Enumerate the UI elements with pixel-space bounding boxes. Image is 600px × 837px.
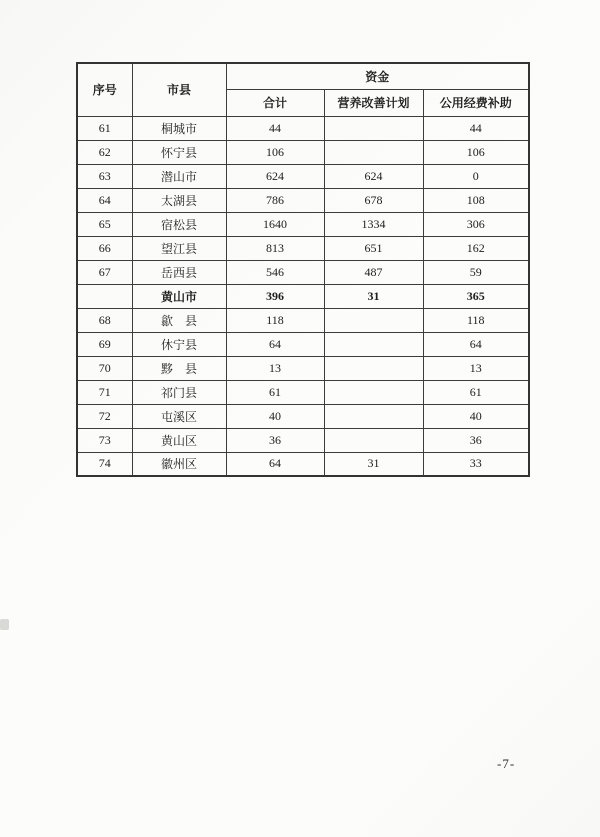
table-row xyxy=(77,404,529,428)
cell-serial: 62 xyxy=(77,140,132,164)
cell-city: 望江县 xyxy=(132,236,226,260)
cell-nutrition xyxy=(324,140,423,164)
cell-nutrition xyxy=(324,380,423,404)
table-row xyxy=(77,284,529,308)
cell-serial: 63 xyxy=(77,164,132,188)
cell-public: 162 xyxy=(423,236,529,260)
cell-nutrition: 31 xyxy=(324,284,423,308)
cell-serial: 71 xyxy=(77,380,132,404)
table-row xyxy=(77,308,529,332)
cell-public: 108 xyxy=(423,188,529,212)
cell-public: 306 xyxy=(423,212,529,236)
cell-serial: 70 xyxy=(77,356,132,380)
funding-table-body xyxy=(77,116,529,476)
cell-serial: 74 xyxy=(77,452,132,476)
cell-total: 64 xyxy=(226,452,324,476)
cell-total: 118 xyxy=(226,308,324,332)
table-row xyxy=(77,356,529,380)
cell-nutrition: 487 xyxy=(324,260,423,284)
table-row xyxy=(77,236,529,260)
cell-public: 0 xyxy=(423,164,529,188)
table-row xyxy=(77,140,529,164)
cell-public: 118 xyxy=(423,308,529,332)
table-row xyxy=(77,332,529,356)
cell-total: 36 xyxy=(226,428,324,452)
funding-table-header xyxy=(77,63,529,116)
cell-city: 黟 县 xyxy=(132,356,226,380)
table-row xyxy=(77,452,529,476)
cell-total: 44 xyxy=(226,116,324,140)
cell-city: 黄山市 xyxy=(132,284,226,308)
header-total: 合计 xyxy=(226,89,324,116)
cell-serial: 72 xyxy=(77,404,132,428)
cell-total: 813 xyxy=(226,236,324,260)
cell-city: 祁门县 xyxy=(132,380,226,404)
cell-serial: 61 xyxy=(77,116,132,140)
funding-table xyxy=(76,62,530,477)
cell-public: 61 xyxy=(423,380,529,404)
cell-total: 624 xyxy=(226,164,324,188)
cell-public: 106 xyxy=(423,140,529,164)
cell-nutrition xyxy=(324,116,423,140)
cell-serial: 65 xyxy=(77,212,132,236)
cell-city: 桐城市 xyxy=(132,116,226,140)
cell-total: 786 xyxy=(226,188,324,212)
header-serial: 序号 xyxy=(77,63,132,116)
cell-nutrition: 1334 xyxy=(324,212,423,236)
header-funds-group: 资金 xyxy=(226,63,529,89)
cell-city: 宿松县 xyxy=(132,212,226,236)
cell-total: 61 xyxy=(226,380,324,404)
cell-city: 休宁县 xyxy=(132,332,226,356)
table-row xyxy=(77,164,529,188)
header-nutrition-plan: 营养改善计划 xyxy=(324,89,423,116)
header-city: 市县 xyxy=(132,63,226,116)
cell-city: 黄山区 xyxy=(132,428,226,452)
cell-nutrition: 31 xyxy=(324,452,423,476)
cell-nutrition xyxy=(324,332,423,356)
cell-serial: 66 xyxy=(77,236,132,260)
cell-city: 歙 县 xyxy=(132,308,226,332)
cell-city: 太湖县 xyxy=(132,188,226,212)
cell-nutrition xyxy=(324,404,423,428)
cell-total: 546 xyxy=(226,260,324,284)
cell-public: 64 xyxy=(423,332,529,356)
cell-serial: 68 xyxy=(77,308,132,332)
cell-public: 36 xyxy=(423,428,529,452)
cell-city: 岳西县 xyxy=(132,260,226,284)
cell-total: 64 xyxy=(226,332,324,356)
cell-city: 屯溪区 xyxy=(132,404,226,428)
header-public-subsidy: 公用经费补助 xyxy=(423,89,529,116)
table-row xyxy=(77,188,529,212)
cell-public: 44 xyxy=(423,116,529,140)
cell-public: 40 xyxy=(423,404,529,428)
cell-city: 潜山市 xyxy=(132,164,226,188)
cell-serial: 67 xyxy=(77,260,132,284)
cell-city: 徽州区 xyxy=(132,452,226,476)
cell-nutrition: 651 xyxy=(324,236,423,260)
scan-artifact xyxy=(0,619,9,630)
cell-city: 怀宁县 xyxy=(132,140,226,164)
cell-serial: 69 xyxy=(77,332,132,356)
cell-total: 106 xyxy=(226,140,324,164)
cell-public: 365 xyxy=(423,284,529,308)
table-row xyxy=(77,380,529,404)
cell-serial xyxy=(77,284,132,308)
cell-total: 396 xyxy=(226,284,324,308)
table-row xyxy=(77,212,529,236)
cell-public: 33 xyxy=(423,452,529,476)
cell-nutrition xyxy=(324,308,423,332)
table-row xyxy=(77,428,529,452)
cell-nutrition: 678 xyxy=(324,188,423,212)
table-row xyxy=(77,116,529,140)
cell-public: 59 xyxy=(423,260,529,284)
cell-serial: 73 xyxy=(77,428,132,452)
cell-total: 13 xyxy=(226,356,324,380)
table-row xyxy=(77,260,529,284)
page-number: -7- xyxy=(497,756,516,771)
cell-public: 13 xyxy=(423,356,529,380)
cell-serial: 64 xyxy=(77,188,132,212)
cell-total: 40 xyxy=(226,404,324,428)
cell-nutrition xyxy=(324,356,423,380)
cell-nutrition: 624 xyxy=(324,164,423,188)
cell-nutrition xyxy=(324,428,423,452)
cell-total: 1640 xyxy=(226,212,324,236)
